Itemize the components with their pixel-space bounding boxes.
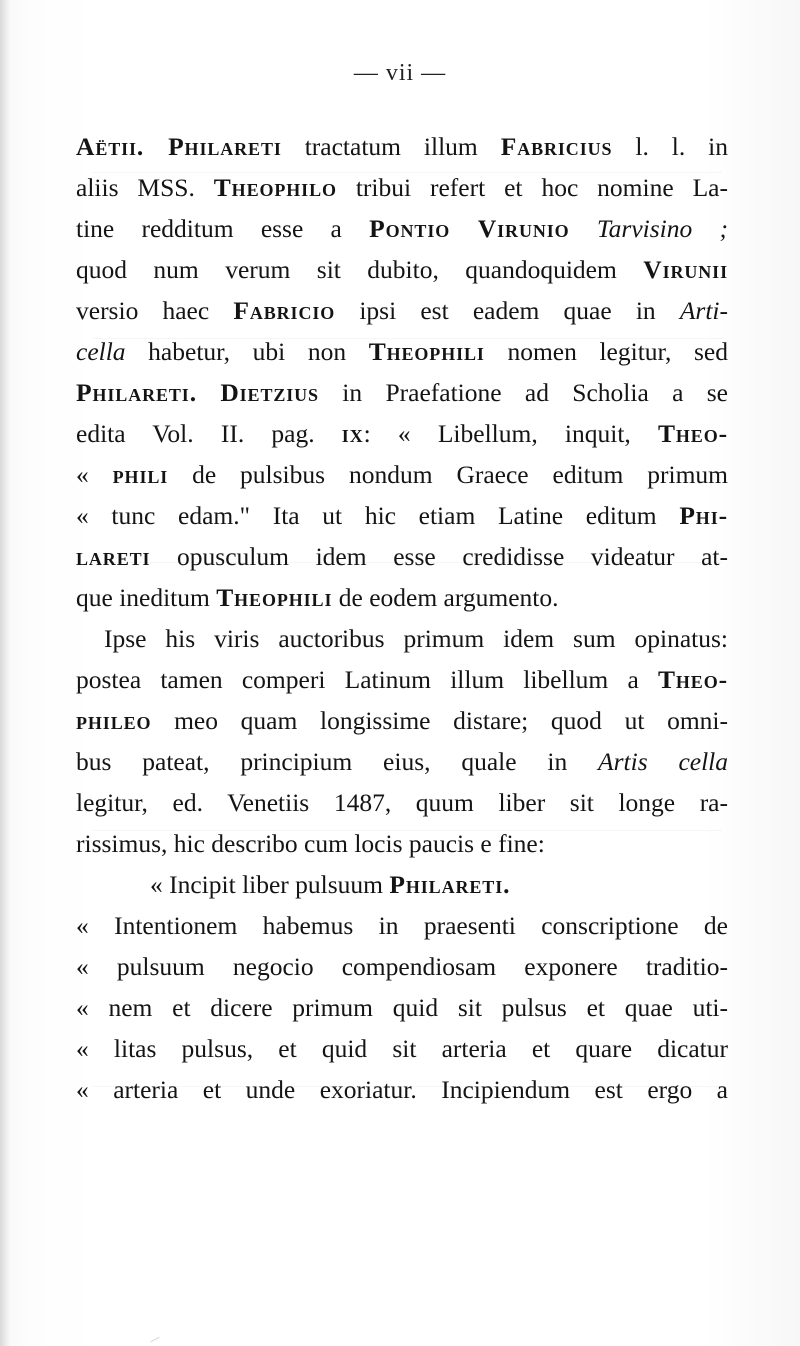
- text-segment: in Praefatione ad Scholia a se: [318, 378, 728, 407]
- text-segment: « arteria et unde exoriatur. Incipiendum est ergo a: [76, 1075, 728, 1104]
- small-caps-name: Aëtii.: [76, 132, 169, 161]
- text-segment: : « Libellum, inquit,: [363, 419, 658, 448]
- text-line: [76, 331, 728, 372]
- text-segment: que ineditum: [76, 583, 217, 612]
- small-caps-name: ix: [341, 419, 364, 448]
- small-caps-name: Theo-: [658, 419, 729, 448]
- text-segment: nomen legitur, sed: [484, 337, 728, 366]
- text-line: [76, 741, 728, 782]
- text-segment: aliis MSS.: [76, 173, 214, 202]
- text-line: [76, 905, 728, 946]
- text-line: [76, 249, 728, 290]
- text-segment: « pulsuum negocio compendiosam exponere traditio-: [76, 952, 728, 981]
- page-number: — vii —: [353, 60, 447, 86]
- small-caps-name: Phi-: [679, 501, 728, 530]
- text-segment: tractatum illum: [281, 132, 501, 161]
- text-line: [76, 700, 728, 741]
- text-segment: Ipse his viris auctoribus primum idem sum opinatus:: [104, 624, 728, 653]
- page-text-body: [76, 126, 728, 1110]
- text-line: [76, 577, 728, 618]
- small-caps-name: Philareti: [168, 132, 282, 161]
- text-line: [76, 126, 728, 167]
- small-caps-name: Philareti.: [76, 378, 197, 407]
- text-line: [76, 536, 728, 577]
- text-line: [76, 987, 728, 1028]
- text-line: [76, 864, 728, 905]
- text-segment: postea tamen comperi Latinum illum libellum a: [76, 665, 658, 694]
- italic-title: Arti-: [679, 296, 728, 325]
- text-segment: rissimus, hic describo cum locis paucis e fine:: [76, 829, 545, 858]
- text-segment: quod num verum sit dubito, quandoquidem: [76, 255, 644, 284]
- text-line: [76, 618, 728, 659]
- text-segment: [570, 214, 597, 243]
- text-segment: de eodem argumento.: [332, 583, 559, 612]
- small-caps-name: Pontio Virunio: [369, 214, 570, 243]
- text-line: [76, 659, 728, 700]
- small-caps-name: phili: [112, 460, 169, 489]
- small-caps-name: Theophili: [216, 583, 333, 612]
- small-caps-name: Theophilo: [213, 173, 337, 202]
- text-segment: habetur, ubi non: [125, 337, 369, 366]
- text-segment: [197, 378, 220, 407]
- text-line: [76, 495, 728, 536]
- italic-title: cella: [76, 337, 126, 366]
- text-line: [76, 167, 728, 208]
- small-caps-name: Philareti.: [389, 870, 511, 899]
- text-segment: «: [76, 460, 113, 489]
- italic-title: Artis cella: [598, 747, 729, 776]
- small-caps-name: Virunii: [643, 255, 728, 284]
- small-caps-name: Theo-: [657, 665, 728, 694]
- text-line: [76, 1069, 728, 1110]
- text-line: [76, 413, 728, 454]
- text-segment: versio haec: [76, 296, 234, 325]
- text-segment: tribui refert et hoc nomine La-: [336, 173, 728, 202]
- text-line: [76, 1028, 728, 1069]
- text-segment: « litas pulsus, et quid sit arteria et quare dicatur: [76, 1034, 728, 1063]
- text-segment: « Incipit liber pulsuum: [150, 870, 390, 899]
- text-line: [76, 454, 728, 495]
- small-caps-name: phileo: [76, 706, 152, 735]
- text-line: [76, 372, 728, 413]
- text-segment: edita Vol. II. pag.: [76, 419, 342, 448]
- text-segment: opusculum idem esse credidisse videatur at-: [150, 542, 728, 571]
- text-segment: legitur, ed. Venetiis 1487, quum liber sit longe ra-: [76, 788, 728, 817]
- text-segment: l. l. in: [612, 132, 728, 161]
- small-caps-name: Dietzius: [220, 378, 319, 407]
- text-line: [76, 208, 728, 249]
- text-segment: tine redditum esse a: [76, 214, 370, 243]
- text-line: [76, 290, 728, 331]
- text-segment: « nem et dicere primum quid sit pulsus et quae uti-: [76, 993, 728, 1022]
- text-line: [76, 823, 728, 864]
- page-scan-mark: [150, 1337, 159, 1343]
- page-edge-shadow: [0, 0, 10, 1346]
- text-segment: « tunc edam." Ita ut hic etiam Latine editum: [76, 501, 680, 530]
- small-caps-name: lareti: [76, 542, 151, 571]
- text-line: [76, 782, 728, 823]
- text-segment: meo quam longissime distare; quod ut omni-: [151, 706, 728, 735]
- text-line: [76, 946, 728, 987]
- small-caps-name: Fabricius: [500, 132, 613, 161]
- text-segment: ipsi est eadem quae in: [335, 296, 680, 325]
- text-segment: bus pateat, principium eius, quale in: [76, 747, 599, 776]
- small-caps-name: Theophili: [368, 337, 485, 366]
- small-caps-name: Fabricio: [233, 296, 336, 325]
- text-segment: de pulsibus nondum Graece editum primum: [168, 460, 728, 489]
- text-segment: « Intentionem habemus in praesenti conscriptione de: [76, 911, 728, 940]
- italic-title: Tarvisino ;: [596, 214, 729, 243]
